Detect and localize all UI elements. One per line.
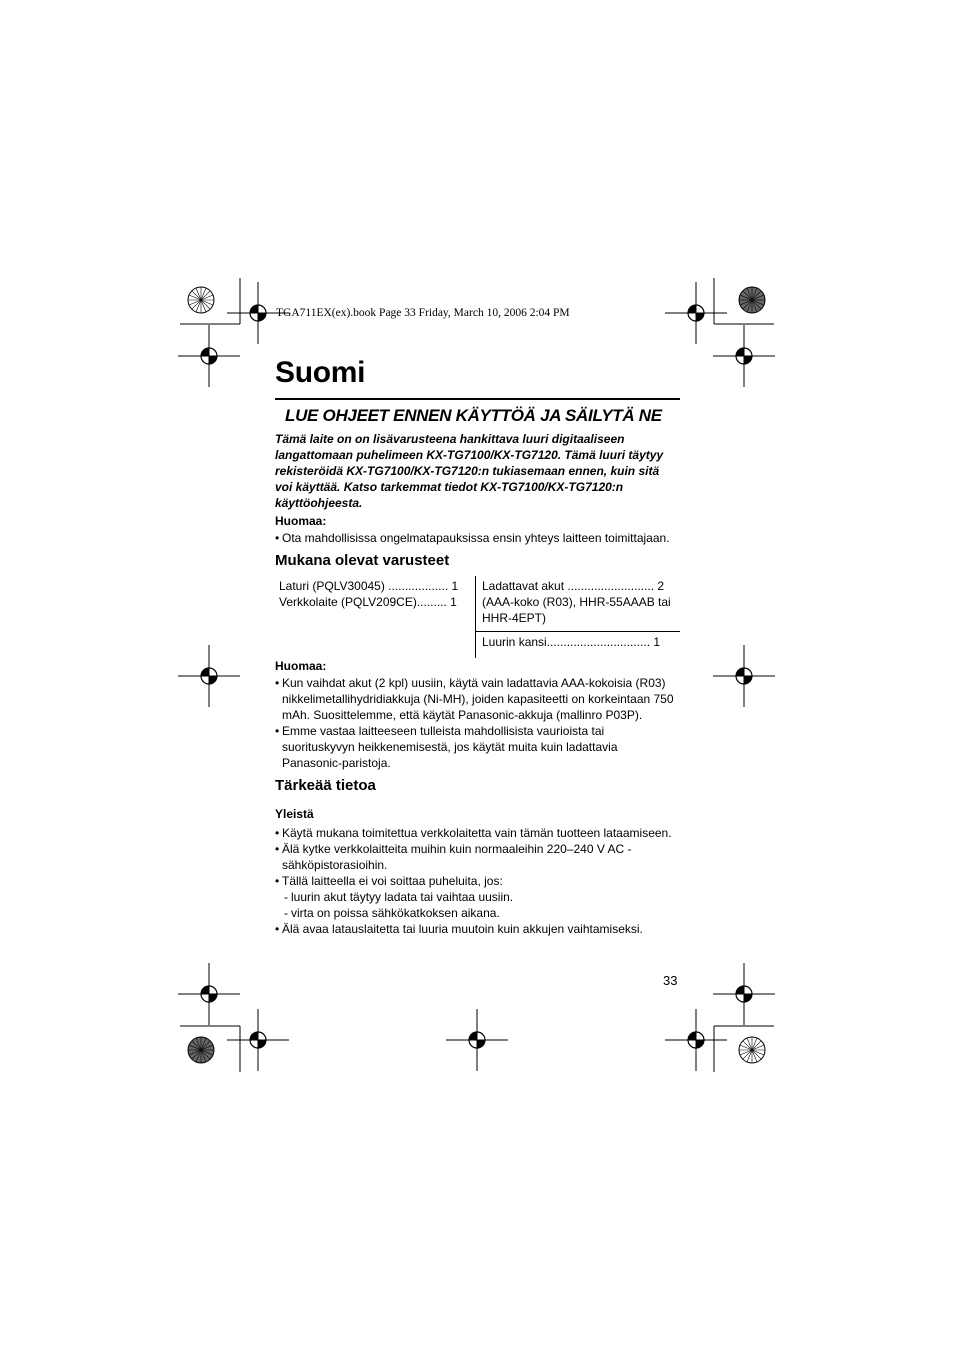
title-rule [275,398,680,400]
intro-line: voi käyttää. Katso tarkemmat tiedot KX-TG7100/KX-TG7120:n [275,480,624,494]
intro-line: käyttöohjeesta. [275,496,363,510]
accessory-item: HHR-4EPT) [482,611,547,625]
note-bullet: • Kun vaihdat akut (2 kpl) uusiin, käytä vain ladattavia AAA-kokoisia (R03) nikkelimetallihydridiakkuja (Ni-MH), joiden kapasiteetti on korkeintaan 750 mAh. Suosittelemme, että käytät Panasonic-akkuja (mallinro P03P). [275,675,674,723]
accessories-heading: Mukana olevat varusteet [275,552,450,569]
note-bullet: • Emme vastaa laitteeseen tulleista mahdollisista vaurioista tai suorituskyvyn heikkenemisestä, jos käytät muita kuin ladattavia Panasonic-paristoja. [275,723,674,771]
table-divider [475,576,476,658]
accessory-item: Verkkolaite (PQLV209CE)......... 1 [279,595,457,609]
important-heading: Tärkeää tietoa [275,777,376,794]
bullet-item: • Tällä laitteella ei voi soittaa puheluita, jos: [275,873,672,889]
accessory-item: (AAA-koko (R03), HHR-55AAAB tai [482,595,671,609]
intro-line: rekisteröidä KX-TG7100/KX-TG7120:n tukiasemaan ennen, kuin sitä [275,464,660,478]
accessory-item: Ladattavat akut .......................... 2 [482,579,665,593]
note-label: Huomaa: [275,514,327,528]
bullet-item: • Älä avaa latauslaitetta tai luuria muutoin kuin akkujen vaihtamiseksi. [275,921,672,937]
dash-item: - virta on poissa sähkökatkoksen aikana. [275,905,672,921]
accessories-right-column [482,578,671,626]
accessories-left-column [279,578,458,610]
main-heading: LUE OHJEET ENNEN KÄYTTÖÄ JA SÄILYTÄ NE [285,406,662,425]
note-text: • Ota mahdollisissa ongelmatapauksissa ensin yhteys laitteen toimittajaan. [275,530,954,546]
table-row-rule [475,631,680,632]
accessory-item: Luurin kansi............................... 1 [482,635,661,649]
note-bullets [275,675,674,771]
general-subheading: Yleistä [275,807,314,821]
general-bullets [275,825,672,937]
intro-line: Tämä laite on on lisävarusteena hankittava luuri digitaaliseen [275,432,625,446]
bullet-item: • Käytä mukana toimitettua verkkolaitetta vain tämän tuotteen lataamiseen. [275,825,672,841]
intro-paragraph [275,431,685,511]
note-label: Huomaa: [275,659,327,673]
page-title: Suomi [275,356,366,389]
page-number: 33 [663,973,678,988]
file-info: TGA711EX(ex).book Page 33 Friday, March 10, 2006 2:04 PM [276,307,570,319]
dash-item: - luurin akut täytyy ladata tai vaihtaa uusiin. [275,889,672,905]
intro-line: langattomaan puhelimeen KX-TG7100/KX-TG7120. Tämä luuri täytyy [275,448,664,462]
bullet-item: • Älä kytke verkkolaitteita muihin kuin normaaleihin 220–240 V AC - sähköpistorasioihin. [275,841,672,873]
accessory-item: Laturi (PQLV30045) .................. 1 [279,579,459,593]
